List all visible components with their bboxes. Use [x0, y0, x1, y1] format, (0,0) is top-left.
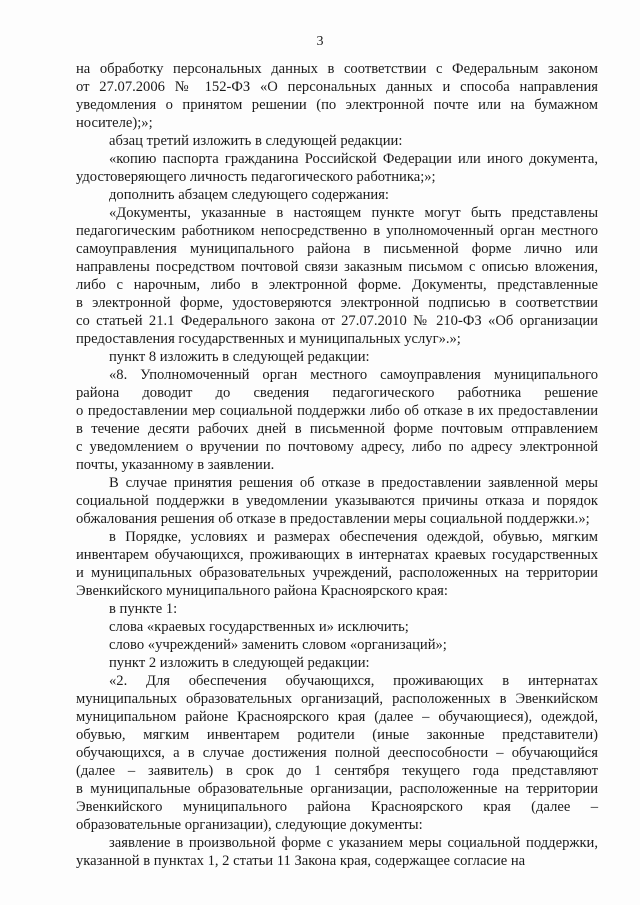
paragraph [76, 60, 598, 132]
text-line: слова «краевых государственных и» исключить; [109, 619, 409, 635]
text-line: «2. Для обеспечения обучающихся, проживающих в интернатах [109, 673, 598, 689]
text-line: указанной в пунктах 1, 2 статьи 11 Закона края, содержащее согласие на [76, 853, 526, 869]
text-line: в Порядке, условиях и размерах обеспечения одеждой, обувью, мягким [109, 529, 598, 545]
text-line: Эвенкийского муниципального района Красноярского края (далее – [76, 799, 598, 815]
text-line: с уведомлением о вручении по почтовому адресу, либо по адресу электронной [76, 439, 598, 455]
text-line: дополнить абзацем следующего содержания: [109, 187, 389, 203]
paragraph [76, 132, 598, 150]
text-line: В случае принятия решения об отказе в предоставлении заявленной меры [109, 475, 598, 491]
text-line: в пункте 1: [109, 601, 178, 617]
text-line: уведомления о принятом решении (по электронной почте или на бумажном [76, 97, 598, 113]
text-line: Эвенкийского муниципального района Красноярского края: [76, 583, 448, 599]
paragraph [76, 366, 598, 474]
page-number: 3 [316, 34, 324, 49]
text-line: в электронной форме, удостоверяются электронной подписью в соответствии [76, 295, 598, 311]
text-line: обжалования решения об отказе в предоставлении меры социальной поддержки.»; [76, 511, 590, 527]
paragraph [76, 672, 598, 834]
text-line: (далее – заявитель) в срок до 1 сентября текущего года представляют [76, 763, 598, 779]
text-line: пункт 2 изложить в следующей редакции: [109, 655, 370, 671]
paragraph [76, 654, 598, 672]
text-line: образовательные организации), следующие документы: [76, 817, 423, 833]
paragraph [76, 150, 598, 186]
text-line: «копию паспорта гражданина Российской Федерации или иного документа, [109, 151, 598, 167]
text-line: либо с нарочным, либо в электронной форме. Документы, представленные [76, 277, 598, 293]
text-line: направлены посредством почтовой связи заказным письмом с описью вложения, [76, 259, 598, 275]
paragraph [76, 636, 598, 654]
paragraph [76, 834, 598, 870]
paragraph [76, 528, 598, 600]
text-line: в течение десяти рабочих дней в письменной форме почтовым отправлением [76, 421, 598, 437]
text-line: носителе);»; [76, 115, 153, 131]
paragraph [76, 600, 598, 618]
paragraph [76, 348, 598, 366]
text-line: о предоставлении мер социальной поддержки либо об отказе в их предоставлении [76, 403, 598, 419]
text-line: слово «учреждений» заменить словом «организаций»; [109, 637, 447, 653]
text-line: абзац третий изложить в следующей редакции: [109, 133, 403, 149]
paragraph [76, 618, 598, 636]
text-line: удостоверяющего личность педагогического работника;»; [76, 169, 436, 185]
text-line: почты, указанному в заявлении. [76, 457, 275, 473]
text-line: в муниципальные образовательные организации, расположенные на территории [76, 781, 598, 797]
text-line: заявление в произвольной форме с указанием меры социальной поддержки, [109, 835, 598, 851]
text-line: муниципальных образовательных организаций, расположенных в Эвенкийском [76, 691, 598, 707]
paragraph [76, 186, 598, 204]
text-line: и муниципальных образовательных учреждений, расположенных на территории [76, 565, 598, 581]
text-line: «8. Уполномоченный орган местного самоуправления муниципального [109, 367, 598, 383]
text-line: пункт 8 изложить в следующей редакции: [109, 349, 370, 365]
text-line: со статьей 21.1 Федерального закона от 27.07.2010 № 210-ФЗ «Об организации [76, 313, 598, 329]
text-line: обучающихся, а в случае достижения полной дееспособности – обучающийся [76, 745, 598, 761]
text-line: обувью, мягким инвентарем родители (иные законные представители) [76, 727, 598, 743]
text-line: самоуправления муниципального района в письменной форме лично или [76, 241, 598, 257]
text-line: района доводит до сведения педагогического работника решение [76, 385, 598, 401]
paragraph [76, 204, 598, 348]
text-line: предоставления государственных и муниципальных услуг».»; [76, 331, 461, 347]
text-line: от 27.07.2006 № 152-ФЗ «О персональных данных и способа направления [76, 79, 598, 95]
text-line: педагогическим работником непосредственно в уполномоченный орган местного [76, 223, 598, 239]
text-line: инвентарем обучающихся, проживающих в интернатах краевых государственных [76, 547, 598, 563]
document-body [76, 60, 598, 870]
text-line: муниципальном районе Красноярского края (далее – обучающиеся), одеждой, [76, 709, 598, 725]
paragraph [76, 474, 598, 528]
text-line: социальной поддержки в уведомлении указываются причины отказа и порядок [76, 493, 598, 509]
text-line: на обработку персональных данных в соответствии с Федеральным законом [76, 61, 598, 77]
text-line: «Документы, указанные в настоящем пункте могут быть представлены [109, 205, 598, 221]
